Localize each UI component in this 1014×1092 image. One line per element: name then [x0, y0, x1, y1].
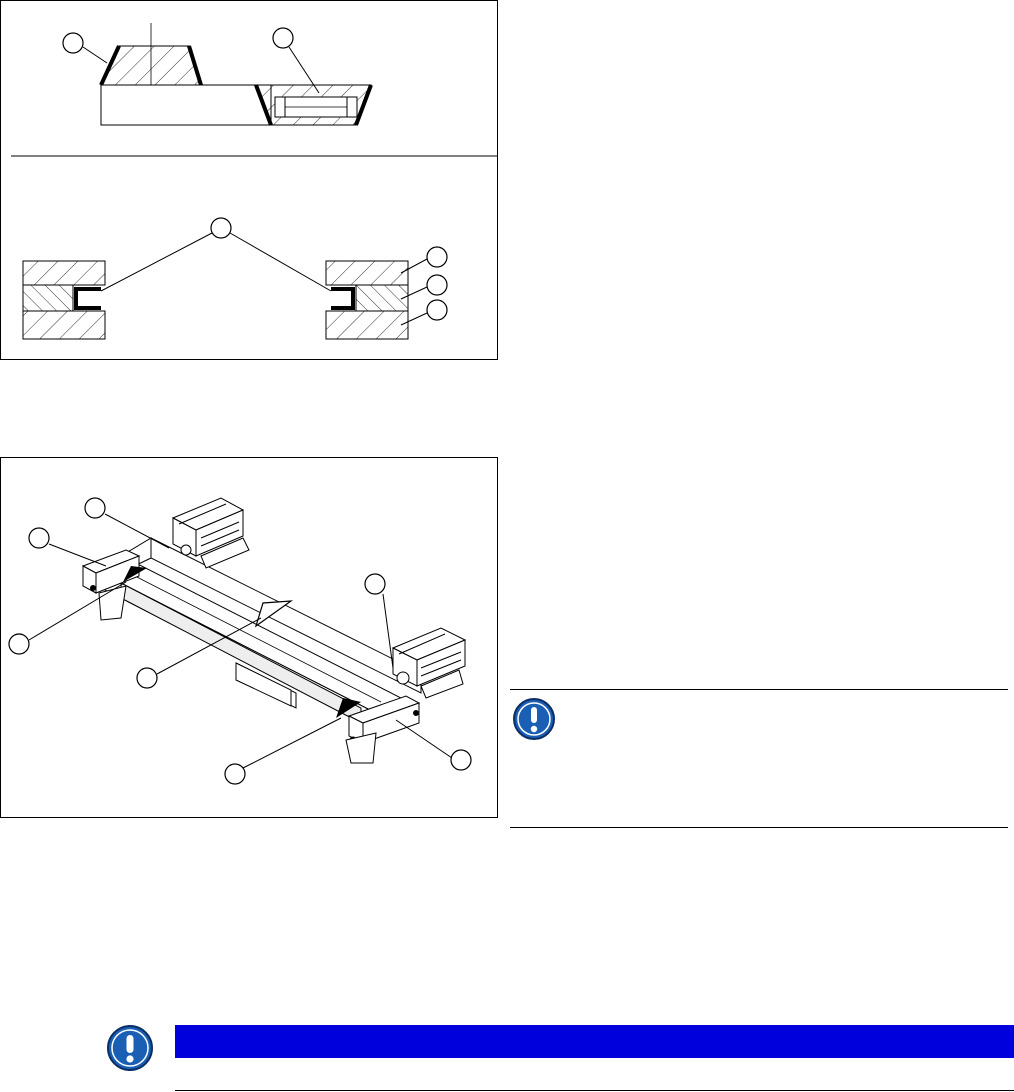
callout-circle: [137, 668, 157, 688]
right-cylinder: [393, 628, 465, 698]
upper-section-view: [63, 23, 371, 125]
callout-circle: [427, 275, 447, 295]
callout-circle: [29, 528, 49, 548]
lower-section-view: [23, 218, 447, 339]
callout-circle: [9, 634, 29, 654]
callout-circle: [63, 33, 83, 53]
exclamation-icon: [512, 697, 556, 746]
callout-circle: [427, 300, 447, 320]
notice-bottom-rule: [175, 1090, 1014, 1091]
figure-section-views: [0, 0, 498, 360]
callout-circle: [427, 247, 447, 267]
notice-banner: [175, 1025, 1014, 1058]
notice-bottom-rule: [510, 827, 1008, 828]
callout-circle: [451, 750, 471, 770]
callout-circle: [225, 764, 245, 784]
exclamation-icon: [106, 1024, 154, 1077]
callout-circle: [211, 218, 231, 238]
section-views-drawing: [1, 1, 497, 359]
figure-assembly-view: [0, 457, 498, 818]
callout-circle: [85, 498, 105, 518]
callout-circle: [365, 574, 385, 594]
assembly-drawing: [1, 458, 497, 817]
notice-top-rule: [510, 689, 1008, 690]
callout-circle: [273, 28, 293, 48]
